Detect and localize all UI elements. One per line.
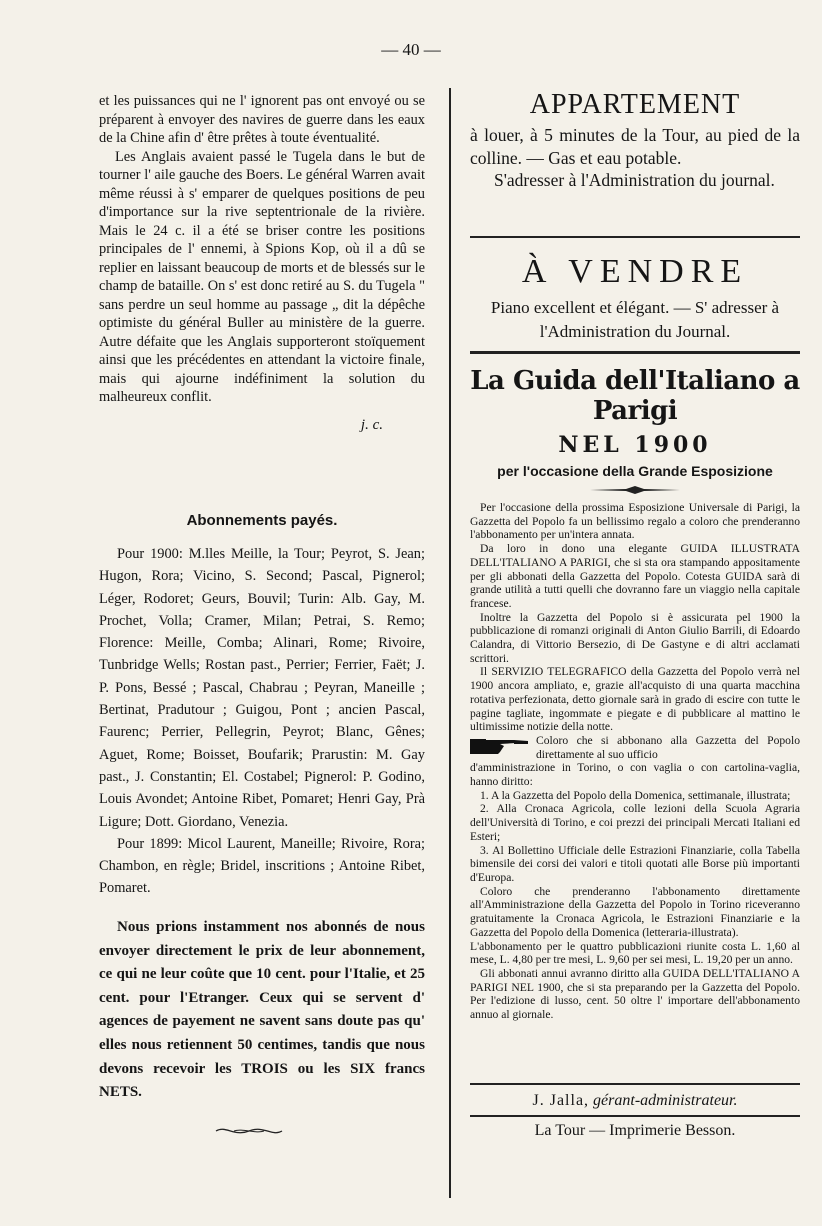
pointing-hand-icon: [470, 734, 530, 758]
footer-printer: La Tour — Imprimerie Besson.: [534, 1122, 736, 1139]
ad-separator-thick: [470, 351, 800, 354]
footer-credit: [470, 1092, 800, 1110]
flourish-ornament-icon: [214, 1124, 284, 1138]
guida-paragraph: Inoltre la Gazzetta del Popolo si è assicurata pel 1900 la pubblicazione di romanzi originali di Anton Giulio Barrili, di Edoardo Calandra, di Vittorio Bersezio, di De Gastyne e di altri acclamati scrittori.: [470, 610, 800, 665]
piano-ad-text: Piano excellent et élégant. — S' adresser à l'Administration du Journal.: [490, 298, 780, 341]
guida-subtitle: per l'occasione della Grande Esposizione: [497, 463, 773, 479]
footer-role: gérant-administrateur.: [593, 1092, 738, 1109]
subscriptions-paragraph: Pour 1900: M.lles Meille, la Tour; Peyrot, S. Jean; Hugon, Rora; Vicino, S. Second; Pascal, Pignerol; Léger, Rodoret; Geurs, Bouvil; Turin: Alb. Gay, M. Prochet, Volla; Cramer, Milan; Petrai, S. Remo; Florence: Meille, Comba; Alinari, Rome; Rivoire, Tunbridge Wells; Rostan past., Perrier; Ferrier, Faët; J. P. Pons, Bessé ; Pascal, Chabrau ; Peyran, Maneille ; Bertinat, Pradutour ; Guigou, Pont ; ancien Pascal, Faurenc; Perrier, Pellegrin, Peyrot; Blanc, Gênes; Aguet, Rome; Boisset, Boufarik; Prarustin: M. Gay past., J. Constantin; El. Costabel; Pignerol: P. Godino, Louis Avondet; Antoine Ribet, Pomaret; Henri Gay, Prà Ligure; Dott. Giordano, Venezia.: [99, 546, 425, 830]
guida-paragraph: d'amministrazione in Torino, o con vaglia o con cartolina-vaglia, hanno diritto:: [470, 761, 800, 789]
apartment-ad-title: APPARTEMENT: [529, 89, 741, 120]
subscriptions-section: [99, 512, 425, 900]
subscriptions-list: [99, 543, 425, 900]
subscriptions-title: Abonnements payés.: [186, 512, 338, 529]
guida-body: [470, 501, 800, 1022]
guida-ad: [470, 366, 800, 1022]
piano-ad-title: À VENDRE: [521, 253, 749, 290]
apartment-ad-body: [470, 124, 800, 192]
footer-separator: [470, 1083, 800, 1085]
divider-ornament-icon: [590, 485, 680, 495]
article-signature: j. c.: [360, 416, 383, 433]
apartment-ad-contact: S'adresser à l'Administration du journal.: [494, 170, 775, 190]
guida-paragraph: Coloro che prenderanno l'abbonamento direttamente all'Amministrazione della Gazzetta del Popolo in Torino riceveranno gratuitamente la Cronaca Agricola, le Estrazioni Finanziarie e la Gazzetta del Popolo della Domenica (letteraria-illustrata).: [470, 884, 800, 939]
article-paragraph: et les puissances qui ne l' ignorent pas ont envoyé ou se préparent à envoyer des navires de guerre dans les eaux de la Chine afin d' être prêtes à toute éventualité.: [99, 93, 425, 146]
news-article: [99, 92, 425, 407]
payment-notice: [99, 916, 425, 1105]
guida-title: La Guida dell'Italiano a Parigi: [470, 366, 800, 426]
guida-year: NEL 1900: [558, 432, 712, 458]
footer: [470, 1092, 800, 1110]
piano-ad: [470, 254, 800, 344]
column-divider: [449, 88, 451, 1198]
subscriptions-paragraph: Pour 1899: Micol Laurent, Maneille; Rivoire, Rora; Chambon, en règle; Bridel, inscritions ; Antoine Ribet, Pomaret.: [99, 835, 425, 897]
guida-paragraph: Il SERVIZIO TELEGRAFICO della Gazzetta del Popolo verrà nel 1900 ancora ampliato, e, grazie all'acquisto di una quarta macchina rotativa perfezionata, detto giornale sarà in grado di escire con tutte le pagine tagliate, ingommate e piegate e di pubblicare al mattino le ultimissime notizie della notte.: [470, 665, 800, 734]
ad-separator: [470, 236, 800, 238]
footer-name: J. Jalla,: [532, 1092, 590, 1109]
guida-paragraph: Da loro in dono una elegante GUIDA ILLUSTRATA DELL'ITALIANO A PARIGI, che si sta ora stampando appositamente per gli abbonati della Gazzetta del Popolo. Cotesta GUIDA sarà di grande utilità a tutti quelli che dovranno fare un viaggio nella capitale francese.: [470, 542, 800, 610]
guida-paragraph: Per l'occasione della prossima Esposizione Universale di Parigi, la Gazzetta del Popolo fa un bellissimo regalo a coloro che prenderanno l'abbonamento per un'intera annata.: [470, 501, 800, 542]
apartment-ad: [470, 90, 800, 192]
apartment-ad-text: à louer, à 5 minutes de la Tour, au pied de la colline. — Gas et eau potable.: [470, 125, 800, 168]
guida-paragraph-lead: Coloro che si abbonano alla Gazzetta del Popolo direttamente al suo ufficio: [536, 733, 800, 761]
guida-list-item: 3. Al Bollettino Ufficiale delle Estrazioni Finanziarie, colla Tabella bimensile dei corsi dei valori e titoli quotati alle Borse più importanti d'Europa.: [470, 843, 800, 884]
footer-printer-block: [470, 1122, 800, 1140]
payment-notice-text: Nous prions instamment nos abonnés de nous envoyer directement le prix de leur abonnement, ce qui ne leur coûte que 10 cent. pour l'Italie, et 25 cent. pour l'Etranger. Ceux qui se servent d' agences de payement ne savent sans doute pas qu' elles nous retiennent 50 centimes, tandis que nous devons recevoir les TROIS ou les SIX francs NETS.: [99, 919, 425, 1101]
guida-list-item: 1. A la Gazzetta del Popolo della Domenica, settimanale, illustrata;: [480, 788, 791, 802]
pointing-hand-row: [470, 734, 800, 761]
footer-separator: [470, 1115, 800, 1117]
guida-paragraph: L'abbonamento per le quattro pubblicazioni riunite costa L. 1,60 al mese, L. 4,80 per tre mesi, L. 9,60 per sei mesi, L. 19,20 per un anno.: [470, 939, 800, 967]
article-paragraph: Les Anglais avaient passé le Tugela dans le but de tourner l' aile gauche des Boers. Le général Warren avait même réussi à s' emparer de quelques positions de peu d'importance sur la rive septentrionale de la rivière. Mais le 24 c. il a été se briser contre les positions principales de l' ennemi, à Spions Kop, où il a dû se replier en laissant beaucoup de morts et de blessés sur le champ de bataille. On s' est donc retiré au S. du Tugela " sans perdre un seul homme au passage „ dit la dépêche optimiste du général Buller au ministère de la guerre. Autre défaite que les Anglais supporteront stoïquement ainsi que les précédentes en attendant la victoire finale, mais qui ajourne indéfiniment la solution du malheureux conflit.: [99, 148, 425, 405]
page-number: — 40 —: [381, 40, 441, 59]
left-column: [99, 92, 425, 434]
guida-paragraph: Gli abbonati annui avranno diritto alla GUIDA DELL'ITALIANO A PARIGI NEL 1900, che si sta preparando per la Gazzetta del Popolo. Per l'edizione di lusso, cent. 50 oltre l' importare dell'abbonamento annuo al giornale.: [470, 966, 800, 1022]
guida-list-item: 2. Alla Cronaca Agricola, colle lezioni della Scuola Agraria dell'Università di Torino, e coi prezzi dei principali Mercati Italiani ed Esteri;: [470, 802, 800, 843]
